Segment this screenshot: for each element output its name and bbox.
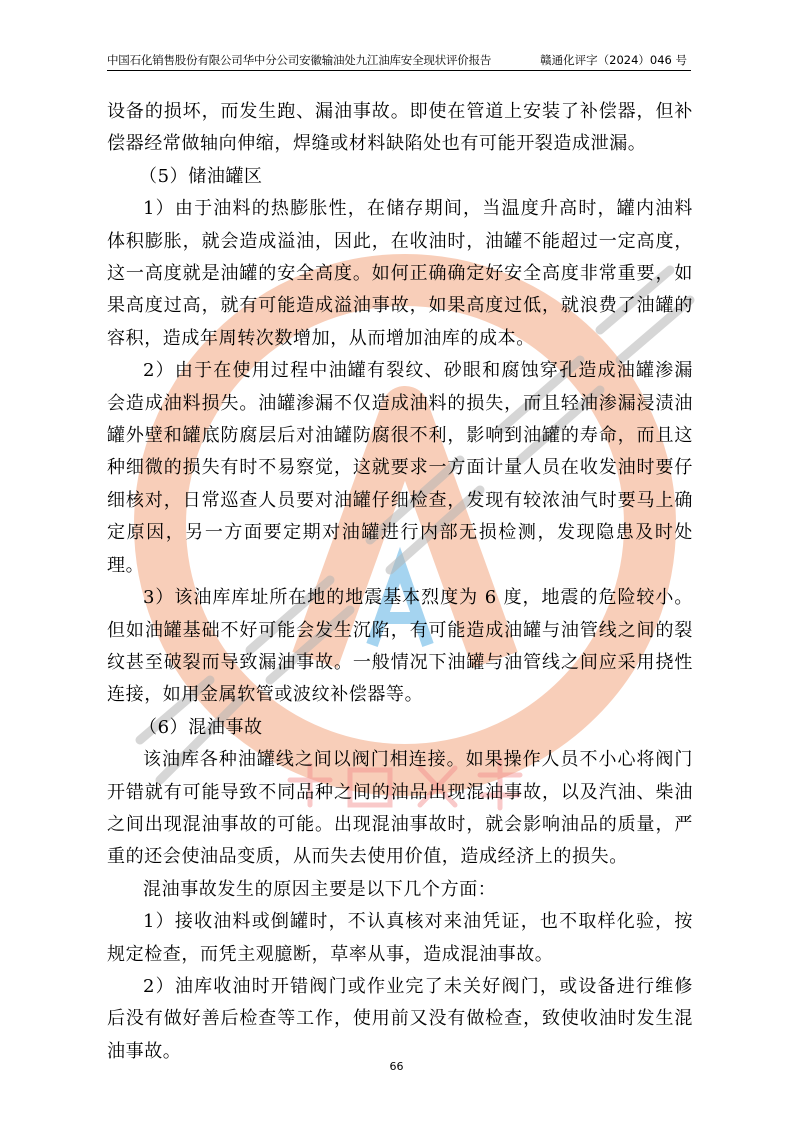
paragraph-valve-connection: 该油库各种油罐线之间以阀门相连接。如果操作人员不小心将阀门开错就有可能导致不同品种之间的油品出现混油事故，以及汽油、柴油之间出现混油事故的可能。出现混油事故时，就会影响油品的质量，严重的还会使油品变质，从而失去使用价值，造成经济上的损失。 [107,749,693,868]
report-number: 赣通化评字（2024）046 号 [540,53,687,67]
paragraph-cause-2: 2）油库收油时开错阀门或作业完了未关好阀门，或设备进行维修后没有做好善后检查等工作，使用前又没有做检查，致使收油时发生混油事故。 [107,975,693,1062]
paragraph-continuation: 设备的损坏，而发生跑、漏油事故。即使在管道上安装了补偿器，但补偿器经常做轴向伸缩，焊缝或材料缺陷处也有可能开裂造成泄漏。 [107,101,693,155]
paragraph-earthquake: 3）该油库库址所在地的地震基本烈度为 6 度，地震的危险较小。但如油罐基础不好可能会发生沉陷，有可能造成油罐与油管线之间的裂纹甚至破裂而导致漏油事故。一般情况下油罐与油管线之间应采用挠性连接，如用金属软管或波纹补偿器等。 [107,587,693,706]
page-header [107,50,691,71]
paragraph-cause-1: 1）接收油料或倒罐时，不认真核对来油凭证，也不取样化验，按规定检查，而凭主观臆断，草率从事，造成混油事故。 [107,911,693,965]
paragraph-causes-intro: 混油事故发生的原因主要是以下几个方面： [143,878,497,900]
page-number: 66 [389,1060,404,1073]
body-text [107,96,693,1068]
paragraph-thermal-expansion: 1）由于油料的热膨胀性，在储存期间，当温度升高时，罐内油料体积膨胀，就会造成溢油，因此，在收油时，油罐不能超过一定高度，这一高度就是油罐的安全高度。如何正确确定好安全高度非常重要，如果高度过高，就有可能造成溢油事故，如果高度过低，就浪费了油罐的容积，造成年周转次数增加，从而增加油库的成本。 [107,198,693,349]
section-heading-tank-area: （5）储油罐区 [139,165,263,187]
section-heading-oil-mixing: （6）混油事故 [139,716,263,738]
paragraph-tank-leakage: 2）由于在使用过程中油罐有裂纹、砂眼和腐蚀穿孔造成油罐渗漏会造成油料损失。油罐渗漏不仅造成油料的损失，而且轻油渗漏浸渍油罐外壁和罐底防腐层后对油罐防腐很不利，影响到油罐的寿命，而且这种细微的损失有时不易察觉，这就要求一方面计量人员在收发油时要仔细核对，日常巡查人员要对油罐仔细检查，发现有较浓油气时要马上确定原因，另一方面要定期对油罐进行内部无损检测，发现隐患及时处理。 [107,360,693,576]
report-title: 中国石化销售股份有限公司华中分公司安徽输油处九江油库安全现状评价报告 [107,53,492,67]
